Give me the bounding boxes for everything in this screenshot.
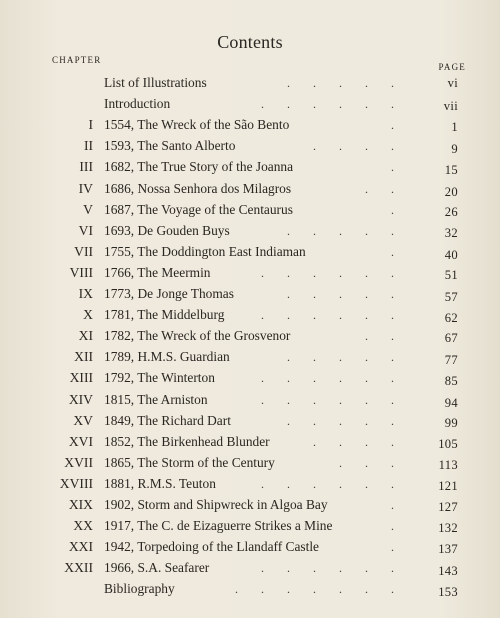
page-number: 40 bbox=[444, 247, 458, 262]
dot-leader: . bbox=[391, 519, 404, 534]
chapter-number: XV bbox=[73, 412, 93, 428]
page-number: vii bbox=[443, 99, 458, 114]
chapter-title: 1554, The Wreck of the São Bento bbox=[104, 117, 290, 133]
chapter-title: 1766, The Meermin bbox=[104, 264, 211, 280]
chapter-number: XXII bbox=[64, 560, 93, 576]
contents-entry bbox=[0, 200, 500, 220]
chapter-number: I bbox=[88, 117, 93, 133]
dot-leader: . . . . . bbox=[287, 76, 404, 90]
chapter-title: 1773, De Jonge Thomas bbox=[104, 286, 234, 301]
chapter-title: 1881, R.M.S. Teuton bbox=[104, 475, 216, 491]
contents-entry bbox=[0, 305, 500, 325]
dot-leader: . . . . . . bbox=[261, 392, 404, 407]
contents-entry bbox=[0, 115, 500, 135]
contents-entry bbox=[0, 432, 500, 452]
dot-leader: . . bbox=[365, 181, 404, 196]
chapter-title: 1966, S.A. Seafarer bbox=[104, 560, 210, 576]
chapter-title: 1865, The Storm of the Century bbox=[104, 454, 275, 470]
chapter-number: XVIII bbox=[59, 475, 93, 491]
page-number: 51 bbox=[444, 267, 458, 282]
chapter-title: 1902, Storm and Shipwreck in Algoa Bay bbox=[104, 497, 328, 512]
contents-entry bbox=[0, 157, 500, 177]
chapter-title: 1917, The C. de Eizaguerre Strikes a Mine bbox=[104, 518, 333, 534]
dot-leader: . . . . . . bbox=[261, 308, 404, 323]
chapter-number: IX bbox=[78, 286, 93, 301]
chapter-number: X bbox=[83, 307, 93, 323]
chapter-title: 1593, The Santo Alberto bbox=[104, 138, 236, 154]
chapter-title: 1782, The Wreck of the Grosvenor bbox=[104, 328, 291, 344]
page-number: 9 bbox=[451, 142, 458, 157]
chapter-title: 1755, The Doddington East Indiaman bbox=[104, 243, 306, 259]
chapter-title: 1693, De Gouden Buys bbox=[104, 222, 230, 238]
page-number: 67 bbox=[444, 331, 458, 346]
dot-leader: . . . . . . bbox=[261, 265, 404, 280]
contents-entry bbox=[0, 453, 500, 473]
contents-entry bbox=[0, 516, 500, 536]
dot-leader: . . . . . bbox=[287, 287, 404, 301]
page-number: 99 bbox=[444, 415, 458, 430]
page-number: 77 bbox=[444, 353, 458, 368]
chapter-number: VI bbox=[78, 222, 93, 238]
chapter-title: 1852, The Birkenhead Blunder bbox=[104, 433, 270, 449]
page-number: 137 bbox=[438, 542, 458, 557]
page-number: 94 bbox=[444, 395, 458, 410]
page-number: 32 bbox=[444, 225, 458, 240]
page-number: 20 bbox=[444, 184, 458, 199]
page-number: 62 bbox=[444, 311, 458, 326]
page-number: 127 bbox=[438, 500, 458, 514]
chapter-title: 1687, The Voyage of the Centaurus bbox=[104, 201, 293, 217]
contents-entry bbox=[0, 136, 500, 156]
dot-leader: . . bbox=[365, 329, 404, 344]
page-number: 1 bbox=[451, 120, 458, 135]
chapter-title: 1849, The Richard Dart bbox=[104, 412, 231, 428]
dot-leader: . . . . . bbox=[287, 350, 404, 365]
contents-entry bbox=[0, 326, 500, 346]
contents-entry bbox=[0, 390, 500, 410]
dot-leader: . bbox=[391, 160, 404, 175]
dot-leader: . . . . . . bbox=[261, 561, 404, 576]
chapter-number: XVI bbox=[68, 433, 93, 449]
chapter-number: XXI bbox=[68, 539, 93, 555]
dot-leader: . bbox=[391, 118, 404, 133]
dot-leader: . . . . bbox=[313, 434, 404, 449]
contents-entry bbox=[0, 94, 500, 114]
dot-leader: . bbox=[391, 244, 404, 259]
dot-leader: . . . . . . bbox=[261, 476, 404, 491]
dot-leader: . . . bbox=[339, 455, 404, 470]
page-number: 121 bbox=[438, 478, 458, 493]
dot-leader: . bbox=[391, 202, 404, 217]
chapter-title: 1686, Nossa Senhora dos Milagros bbox=[104, 180, 292, 196]
contents-entry bbox=[0, 579, 500, 599]
contents-entry bbox=[0, 179, 500, 199]
page-number: vi bbox=[447, 76, 458, 90]
contents-entry bbox=[0, 263, 500, 283]
contents-entry bbox=[0, 284, 500, 304]
contents-entry bbox=[0, 347, 500, 367]
page-number: 143 bbox=[438, 564, 458, 579]
page-number: 105 bbox=[438, 436, 458, 451]
contents-entry bbox=[0, 558, 500, 578]
chapter-title: 1789, H.M.S. Guardian bbox=[104, 349, 230, 365]
contents-entry bbox=[0, 474, 500, 494]
chapter-number: XII bbox=[74, 349, 93, 365]
dot-leader: . . . . . . . bbox=[235, 582, 404, 597]
chapter-number: XIV bbox=[68, 391, 93, 407]
page-number: 113 bbox=[438, 457, 458, 472]
chapter-title: List of Illustrations bbox=[104, 75, 207, 90]
chapter-title: Bibliography bbox=[104, 581, 175, 597]
dot-leader: . . . . . bbox=[287, 413, 404, 428]
chapter-title: 1942, Torpedoing of the Llandaff Castle bbox=[104, 539, 320, 555]
chapter-column-header: CHAPTER bbox=[52, 55, 102, 65]
contents-entry bbox=[0, 242, 500, 262]
dot-leader: . . . . . . bbox=[261, 371, 404, 386]
dot-leader: . . . . bbox=[313, 139, 404, 154]
page-number: 15 bbox=[444, 163, 458, 178]
chapter-number: XVII bbox=[64, 454, 93, 470]
contents-entry bbox=[0, 495, 500, 515]
chapter-number: XIX bbox=[68, 497, 93, 512]
chapter-title: 1792, The Winterton bbox=[104, 370, 215, 386]
page-title: Contents bbox=[217, 32, 283, 52]
page-number: 153 bbox=[438, 585, 458, 600]
dot-leader: . . . . . bbox=[287, 223, 404, 238]
contents-entry bbox=[0, 537, 500, 557]
page-number: 85 bbox=[444, 374, 458, 389]
page-number: 26 bbox=[444, 204, 458, 219]
chapter-number: VIII bbox=[69, 264, 93, 280]
chapter-number: IV bbox=[78, 180, 93, 196]
chapter-number: XI bbox=[78, 328, 93, 344]
dot-leader: . bbox=[391, 498, 404, 512]
chapter-number: V bbox=[83, 201, 93, 217]
contents-entry bbox=[0, 73, 500, 93]
page-number: 57 bbox=[444, 290, 458, 304]
chapter-number: II bbox=[83, 138, 93, 154]
chapter-title: 1781, The Middelburg bbox=[104, 307, 225, 323]
chapter-number: XX bbox=[73, 518, 93, 534]
dot-leader: . . . . . . bbox=[261, 97, 404, 112]
page-column-header: PAGE bbox=[438, 62, 466, 72]
chapter-title: 1815, The Arniston bbox=[104, 391, 208, 407]
contents-entry bbox=[0, 368, 500, 388]
chapter-title: 1682, The True Story of the Joanna bbox=[104, 159, 294, 175]
contents-entry bbox=[0, 411, 500, 431]
page-number: 132 bbox=[438, 521, 458, 536]
chapter-number: XIII bbox=[69, 370, 93, 386]
dot-leader: . bbox=[391, 540, 404, 555]
chapter-number: III bbox=[79, 159, 93, 175]
contents-entry bbox=[0, 221, 500, 241]
chapter-title: Introduction bbox=[104, 96, 171, 112]
chapter-number: VII bbox=[74, 243, 93, 259]
